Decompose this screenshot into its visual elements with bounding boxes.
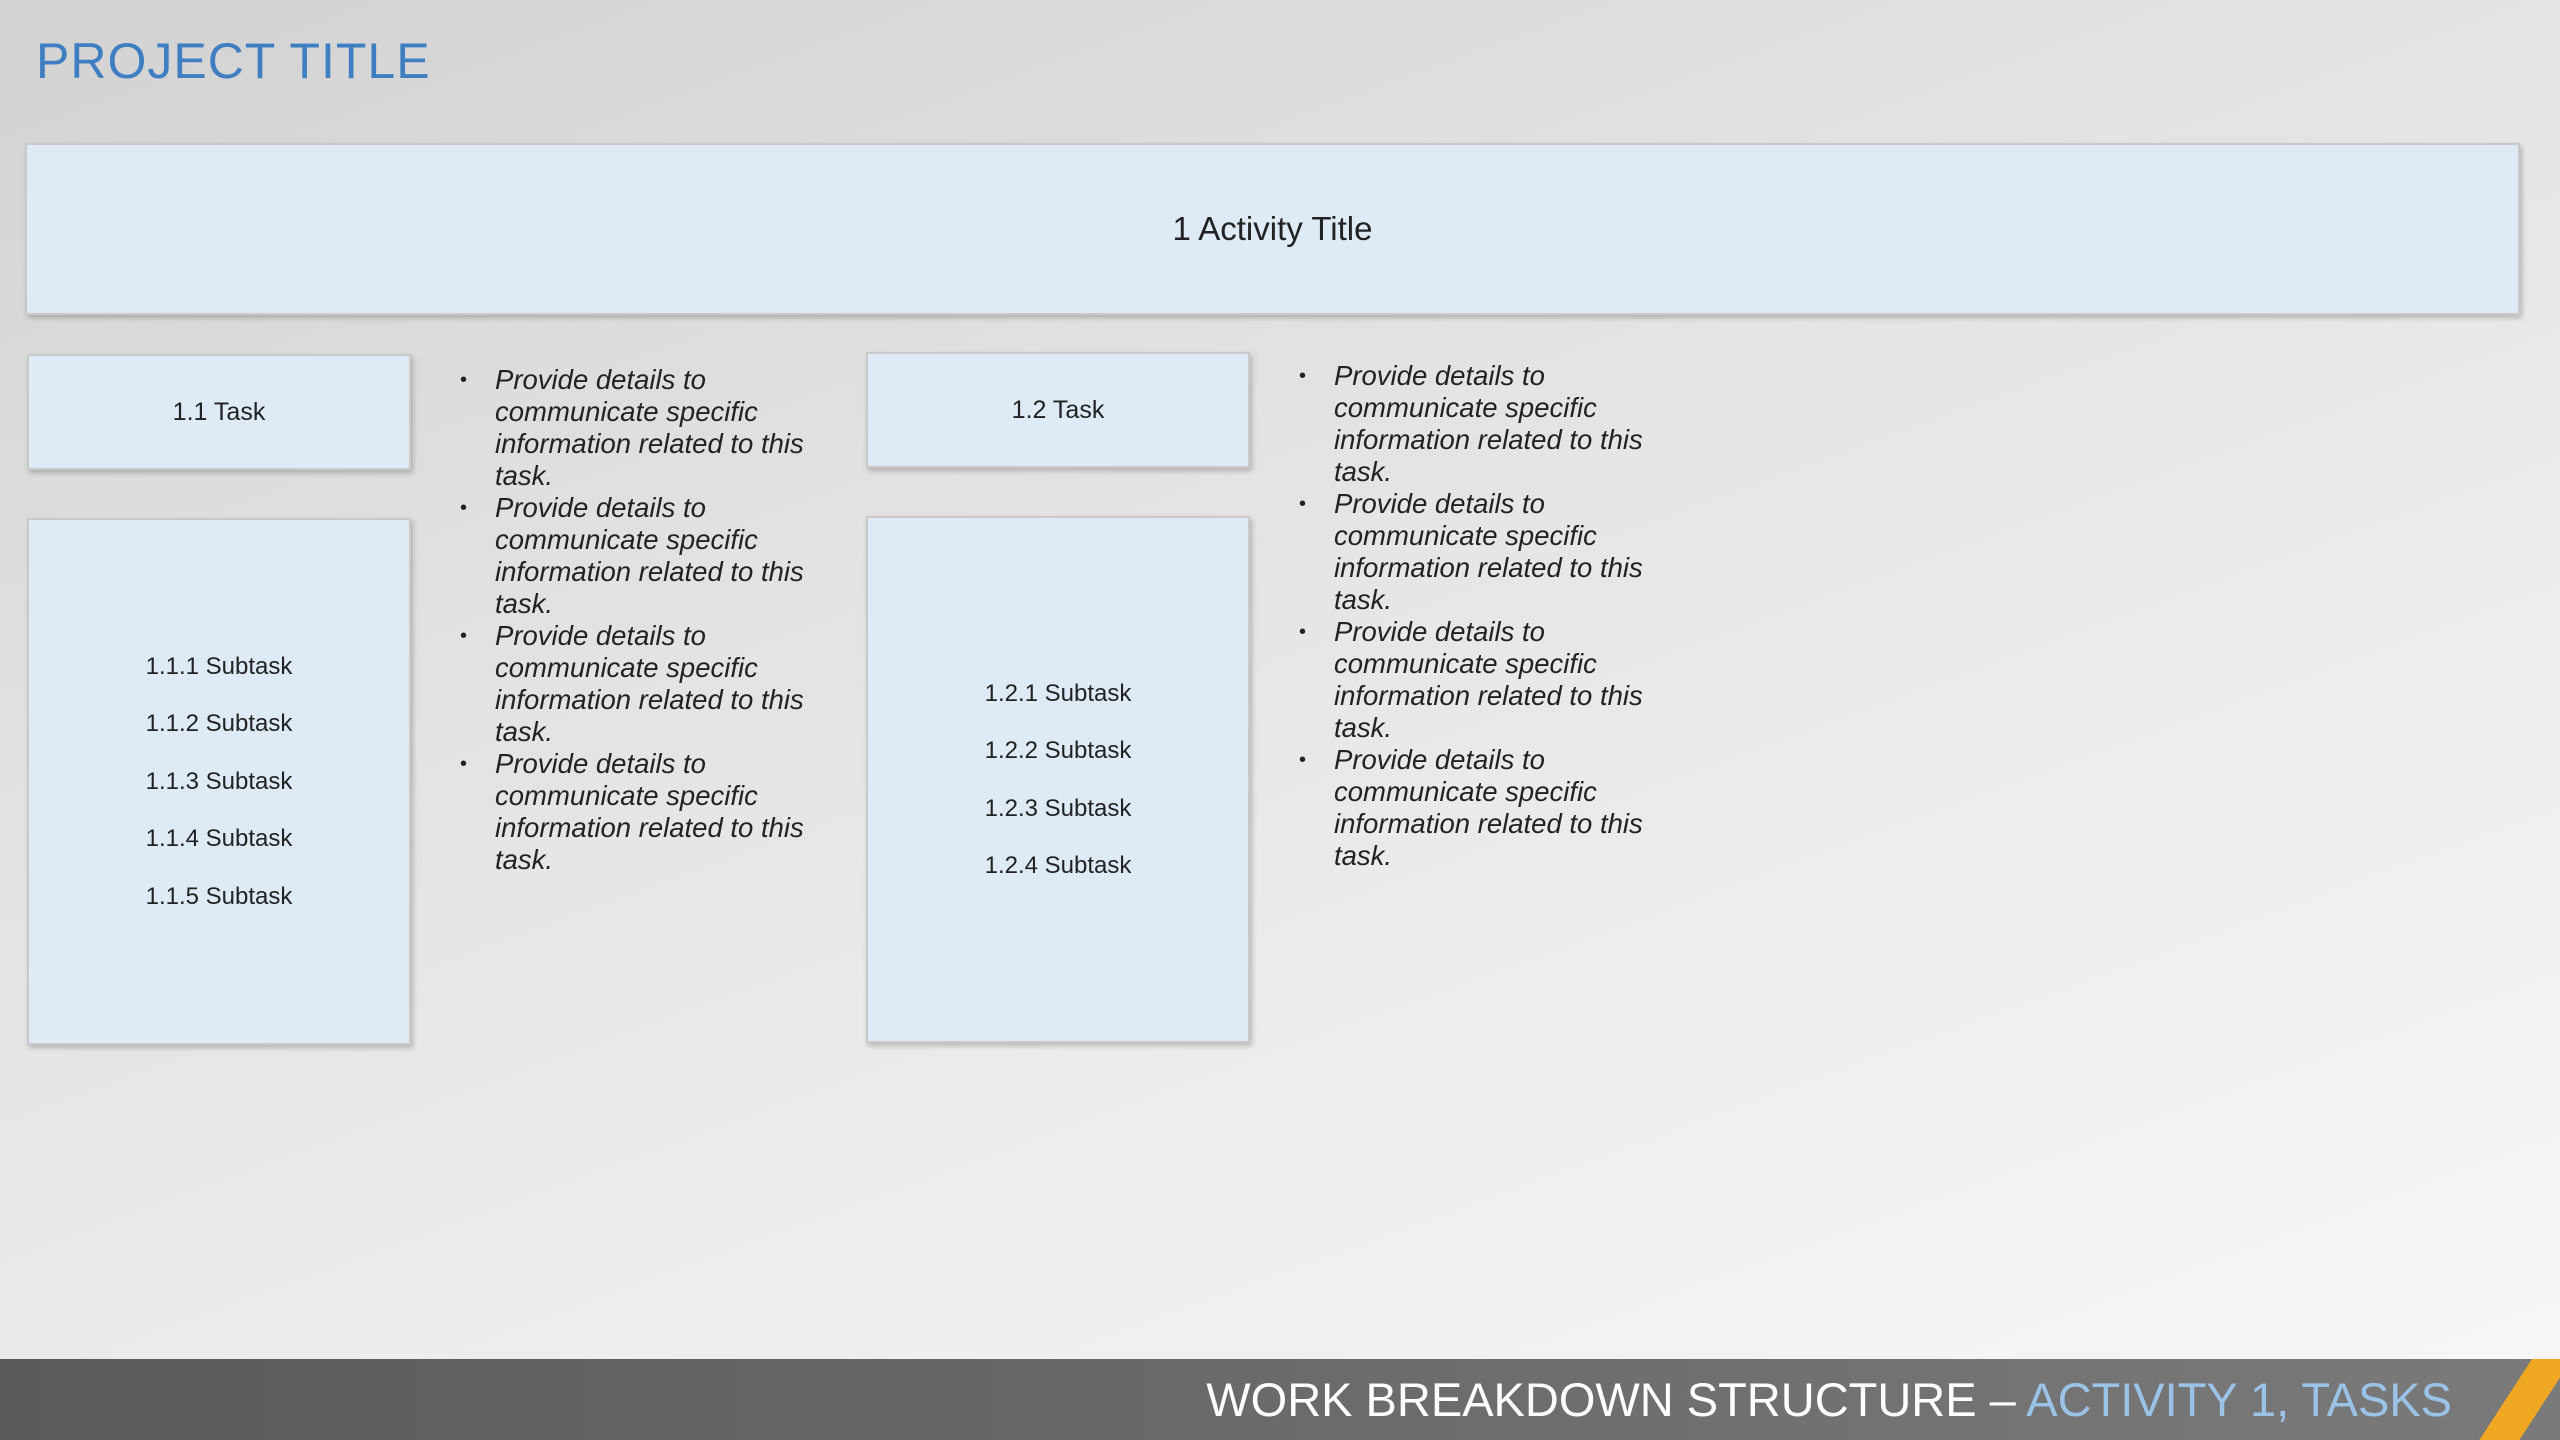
footer-title-main: WORK BREAKDOWN STRUCTURE –: [1206, 1373, 2027, 1426]
detail-bullet: • Provide details to communicate specific information related to this task.: [460, 620, 820, 748]
activity-box: [25, 143, 2520, 315]
detail-bullet: • Provide details to communicate specific information related to this task.: [1299, 488, 1659, 616]
footer-title: [1206, 1359, 2452, 1440]
project-title: PROJECT TITLE: [36, 33, 431, 89]
detail-bullet: • Provide details to communicate specific information related to this task.: [1299, 744, 1659, 872]
subtask-box-1-1: [27, 518, 411, 1045]
subtask-item: 1.2.4 Subtask: [984, 852, 1132, 879]
task-title: 1.1 Task: [172, 397, 266, 426]
detail-bullet: • Provide details to communicate specific information related to this task.: [460, 748, 820, 876]
task-box-1-1: [27, 354, 411, 470]
subtask-item: 1.1.1 Subtask: [145, 652, 293, 680]
detail-bullet: • Provide details to communicate specific information related to this task.: [460, 492, 820, 620]
task-details-1-1: [460, 364, 820, 876]
subtask-box-1-2: [866, 516, 1250, 1043]
detail-bullet: • Provide details to communicate specific information related to this task.: [1299, 616, 1659, 744]
subtask-item: 1.1.2 Subtask: [145, 710, 293, 738]
subtask-item: 1.2.1 Subtask: [984, 679, 1132, 707]
subtask-item: 1.1.4 Subtask: [145, 825, 293, 853]
subtask-item: 1.2.2 Subtask: [984, 737, 1132, 764]
task-details-1-2: [1299, 360, 1659, 872]
detail-bullet: • Provide details to communicate specific information related to this task.: [1299, 360, 1659, 488]
detail-bullet: • Provide details to communicate specific information related to this task.: [460, 364, 820, 492]
task-box-1-2: [866, 352, 1250, 468]
activity-title: 1 Activity Title: [1172, 210, 1373, 247]
subtask-item: 1.2.3 Subtask: [984, 794, 1132, 822]
footer-bar: [0, 1359, 2560, 1440]
task-title: 1.2 Task: [1011, 395, 1105, 424]
footer-accent-stripe: [2467, 1359, 2560, 1440]
subtask-item: 1.1.5 Subtask: [145, 882, 293, 910]
subtask-item: 1.1.3 Subtask: [145, 767, 293, 795]
footer-title-accent: ACTIVITY 1, TASKS: [2026, 1373, 2452, 1426]
